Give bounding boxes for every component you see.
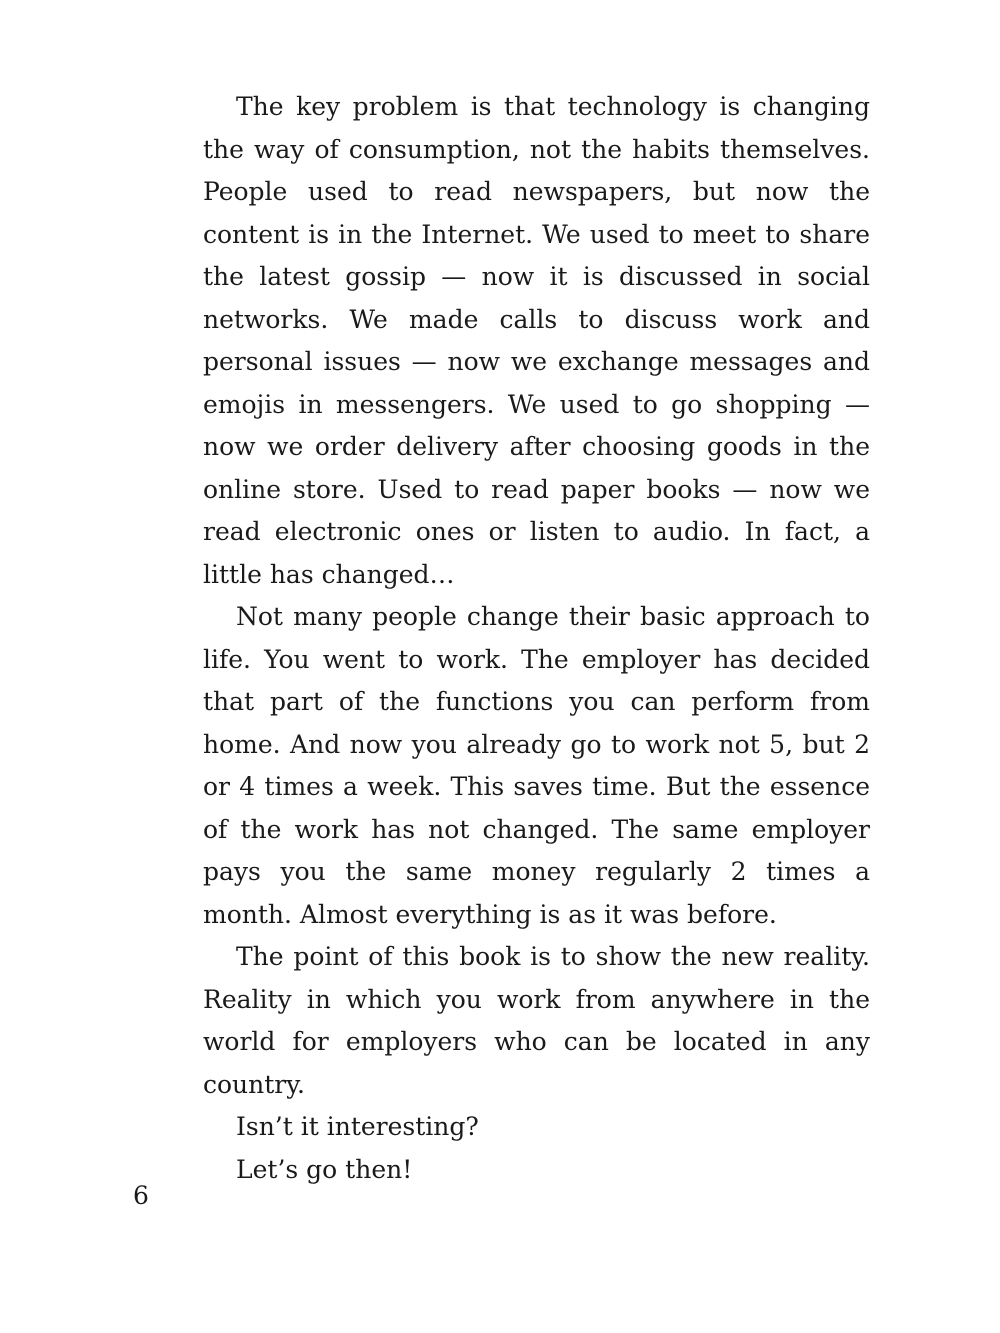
paragraph-2: Not many people change their basic approach to life. You went to work. The employer has decided that part of the functions you can perform from home. And now you already go to work not 5, but 2 or 4 times a week. This saves time. But the essence of the work has not changed. The same employer pays you the same money regularly 2 times a month. Almost everything is as it was before. (203, 602, 870, 929)
page-number: 6 (133, 1181, 149, 1210)
paragraph-3: The point of this book is to show the new reality. Reality in which you work from anywhere in the world for employers who can be located in any country. (203, 942, 870, 1099)
paragraph-1: The key problem is that technology is changing the way of consumption, not the habits themselves. People used to read newspapers, but now the content is in the Internet. We used to meet to share the latest gossip — now it is discussed in social networks. We made calls to discuss work and personal issues — now we exchange messages and emojis in messengers. We used to go shopping — now we order delivery after choosing goods in the online store. Used to read paper books — now we read electronic ones or listen to audio. In fact, a little has changed… (203, 92, 870, 589)
paragraph-4: Isn’t it interesting? (236, 1112, 479, 1141)
paragraph-5: Let’s go then! (236, 1154, 413, 1184)
body-text (203, 86, 870, 1191)
